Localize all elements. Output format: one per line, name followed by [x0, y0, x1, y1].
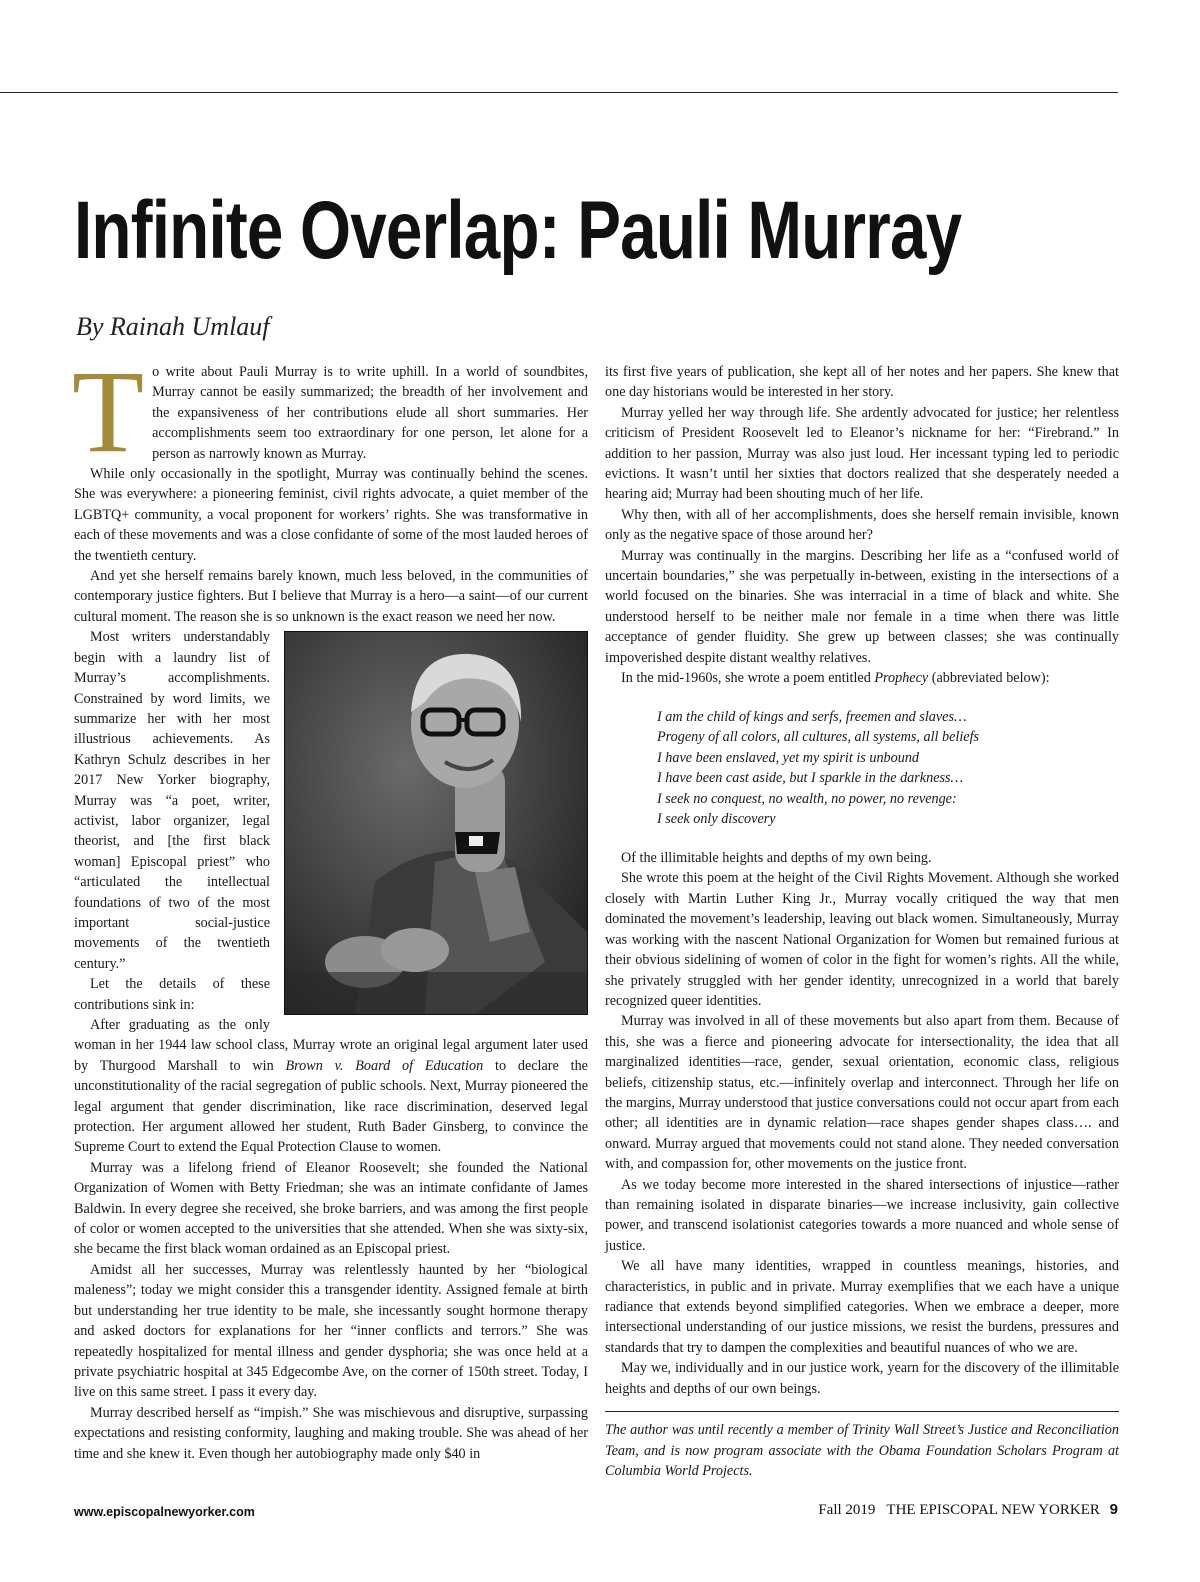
paragraph: Murray described herself as “impish.” She was mischievous and disruptive, surpassing expectations and resisting conformity, laughing and making trouble. She was ahead of her time and she knew it. Even though her autobiography made only $40 in: [74, 1404, 588, 1462]
paragraph: As we today become more interested in the shared intersections of injustice—rather than remaining isolated in disparate binaries—we increase inclusivity, gain collective power, and transcend isolationist categories towards a more nuanced and whole sense of justice.: [605, 1176, 1119, 1254]
footer-issue-info: [818, 1501, 1118, 1519]
footer-url[interactable]: www.episcopalnewyorker.com: [74, 1505, 255, 1519]
pauli-murray-photo: [284, 631, 588, 1015]
right-column: [605, 362, 1119, 1482]
drop-cap: T: [72, 346, 145, 477]
footer-publication: THE EPISCOPAL NEW YORKER: [886, 1502, 1100, 1518]
paragraph: Most writers understandably begin with a laundry list of Murray’s accomplishments. Constrained by word limits, we summarize her with her most illustrious achievements. As Kathryn Schulz describes in her 2017 New Yorker biography, Murray was “a poet, writer, activist, labor organizer, legal theorist, and [the first black woman] Episcopal priest” who “articulated the intellectual foundations of two of the most important social-justice movements of the twentieth century.”: [74, 627, 588, 974]
poem-line: I have been enslaved, yet my spirit is unbound: [657, 749, 920, 766]
article-title: Infinite Overlap: Pauli Murray: [74, 185, 962, 276]
top-rule: [0, 92, 1118, 93]
paragraph: Let the details of these contributions sink in:: [74, 976, 270, 1013]
paragraph: Amidst all her successes, Murray was relentlessly haunted by her “biological maleness”; today we might consider this a transgender identity. Assigned female at birth but understanding her true identity to be male, she incessantly sought hormone therapy and asked doctors for explanations for her “inner conflicts and terrors.” She was repeatedly hospitalized for mental illness and gender dysphoria; she was once held at a private psychiatric hospital at 345 Edgecombe Ave, on the corner of 150th street. Today, I live on this same street. I pass it every day.: [74, 1261, 588, 1401]
left-column: [72, 346, 588, 1464]
paragraph: Murray was a lifelong friend of Eleanor Roosevelt; she founded the National Organization of Women with Betty Friedman; she was an intimate confidante of James Baldwin. In every degree she received, she broke barriers, and was among the first people of color or women accepted to the universities that she attended. When she was sixty-six, she became the first black woman ordained as an Episcopal priest.: [74, 1159, 588, 1258]
paragraph: Of the illimitable heights and depths of my own being.: [621, 850, 932, 867]
case-name: Brown v. Board of Education: [285, 1057, 484, 1074]
page-number: 9: [1109, 1501, 1118, 1518]
paragraph: She wrote this poem at the height of the Civil Rights Movement. Although she worked closely with Martin Luther King Jr., Murray vocally critiqued the way that men dominated the movement’s leadership, leaving out black women. Simultaneously, Murray was working with the nascent National Organization for Women but remained furious at their obvious sidelining of women of color in the fight for women’s rights. All the while, she privately struggled with her gender identity, unrecognized in a world that barely recognized queer identities.: [605, 870, 1119, 1009]
paragraph: May we, individually and in our justice work, yearn for the discovery of the illimitable heights and depths of our own beings.: [605, 1360, 1119, 1397]
article-byline: By Rainah Umlauf: [76, 312, 270, 341]
poem-line: I seek no conquest, no wealth, no power, no revenge:: [657, 790, 957, 807]
footer-issue: Fall 2019: [818, 1502, 876, 1518]
paragraph: After graduating as the only woman in her 1944 law school class, Murray wrote an original legal argument later used by Thurgood Marshall to win Brown v. Board of Education to declare the unconstitutionality of the racial segregation of public schools. Next, Murray pioneered the legal argument that gender discrimination, like race discrimination, deserved legal protection. Her argument allowed her student, Ruth Bader Ginsberg, to convince the Supreme Court to extend the Equal Protection Clause to women.: [74, 1017, 588, 1156]
paragraph: Murray yelled her way through life. She ardently advocated for justice; her relentless criticism of President Roosevelt led to Eleanor’s nickname for her: “Firebrand.” In addition to her passion, Murray was also just loud. Her incessant typing led to periodic evictions. It wasn’t until her sixties that doctors realized that she desperately needed a hearing aid; Murray had been shouting much of her life.: [605, 404, 1119, 503]
poem-line: Progeny of all colors, all cultures, all systems, all beliefs: [657, 729, 980, 746]
paragraph: We all have many identities, wrapped in countless meanings, histories, and characteristics, in public and in private. Murray exemplifies that we each have a unique radiance that extends beyond simplified categories. When we embrace a deeper, more intersectional understanding of our justice missions, we resist the burdens, pressures and standards that try to dampen the complexities and beautiful nuances of who we are.: [605, 1258, 1119, 1356]
poem-line: I have been cast aside, but I sparkle in the darkness…: [657, 770, 964, 787]
author-note-rule: [605, 1411, 1119, 1412]
paragraph: Murray was continually in the margins. Describing her life as a “confused world of uncertain boundaries,” she was perpetually in-between, existing in the intersections of a world focused on the binaries. She was interracial in a time of black and white. She understood herself to be neither male nor female in a time when there was little acceptance of gender fluidity. She grew up between classes; she was continually impoverished despite distant wealthy relatives.: [605, 547, 1119, 666]
poem-line: I am the child of kings and serfs, freemen and slaves…: [657, 708, 967, 725]
paragraph: Murray was involved in all of these movements but also apart from them. Because of this, she was a fierce and pioneering advocate for intersectionality, the idea that all marginalized identities—race, gender, sexual orientation, economic class, religious beliefs, citizenship status, etc.—infinitely overlap and interconnect. Through her life on the margins, Murray understood that justice conversations could not occur apart from each other; all identities are in dynamic relation—race shapes gender shapes class…. and onward. Murray argued that movements could not stand alone. They needed conversation with, and compassion for, other movements on the justice front.: [605, 1013, 1119, 1173]
paragraph: In the mid-1960s, she wrote a poem entitled Prophecy (abbreviated below):: [621, 670, 1050, 687]
poem-title: Prophecy: [874, 670, 929, 687]
poem: [657, 707, 1119, 831]
poem-line: I seek only discovery: [657, 811, 776, 828]
paragraph: And yet she herself remains barely known, much less beloved, in the communities of contemporary justice fighters. But I believe that Murray is a hero—a saint—of our current cultural moment. The reason she is so unknown is the exact reason we need her now.: [74, 568, 588, 625]
paragraph: While only occasionally in the spotlight, Murray was continually behind the scenes. She was everywhere: a pioneering feminist, civil rights advocate, a quiet member of the LGBTQ+ community, a vocal proponent for workers’ rights. She was transformative in each of these movements and was a close confidante of some of the most lauded heroes of the twentieth century.: [74, 466, 588, 564]
paragraph: its first five years of publication, she kept all of her notes and her papers. She knew that one day historians would be interested in her story.: [605, 364, 1119, 401]
paragraph: To write about Pauli Murray is to write uphill. In a world of soundbites, Murray cannot be easily summarized; the breadth of her involvement and the expansiveness of her contributions elude all short summaries. Her accomplishments seem too extraordinary for one person, let alone for a person as narrowly known as Murray.: [72, 346, 588, 477]
paragraph: Why then, with all of her accomplishments, does she herself remain invisible, known only as the negative space of those around her?: [605, 506, 1119, 544]
author-note: The author was until recently a member of Trinity Wall Street’s Justice and Reconciliation Team, and is now program associate with the Obama Foundation Scholars Program at Columbia World Projects.: [605, 1422, 1119, 1480]
